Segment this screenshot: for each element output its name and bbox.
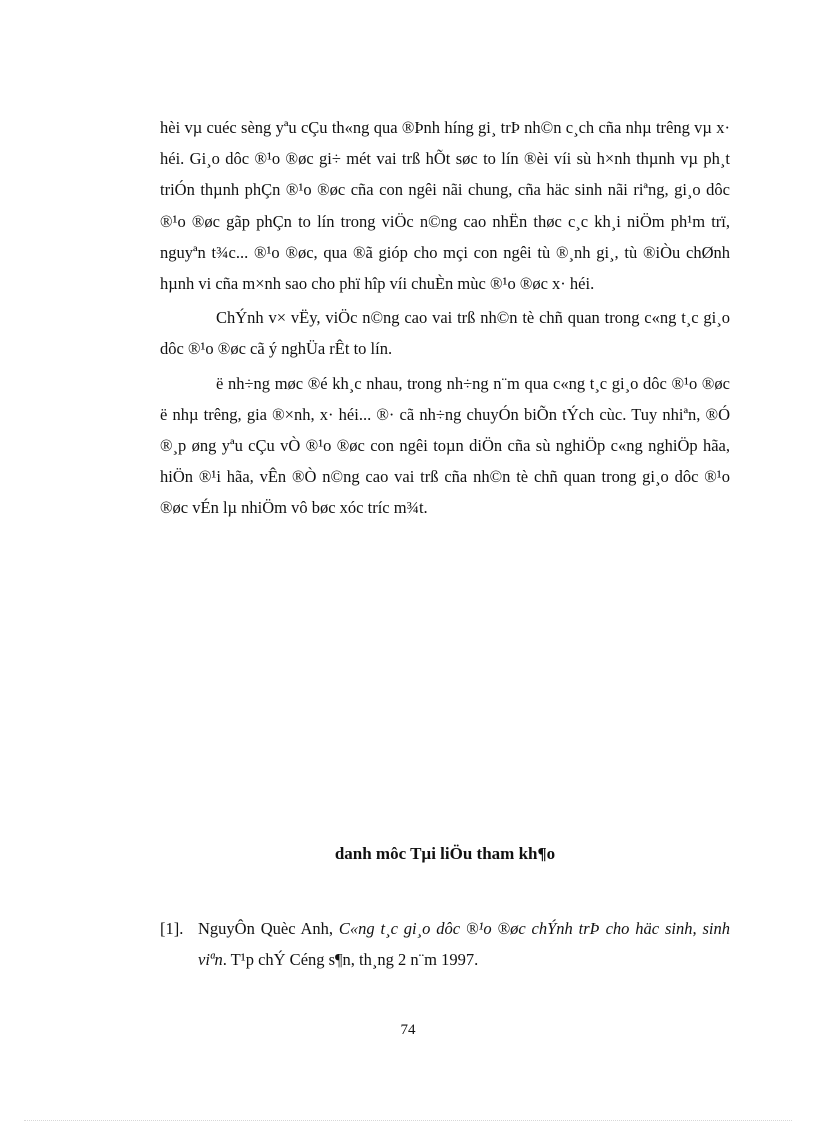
reference-item [160,913,730,975]
paragraph: ChÝnh v× vËy, viÖc n©ng cao vai trß nh©n tè chñ quan trong c«ng t¸c gi¸o dôc ®¹o ®øc cã ý nghÜa rÊt to lín. [160,308,730,359]
reference-source: . T¹p chÝ Céng s¶n, th¸ng 2 n¨m 1997. [222,950,479,969]
page-bottom-divider [24,1120,792,1121]
paragraph: hèi vµ cuéc sèng yªu cÇu th«ng qua ®Þnh híng gi¸ trÞ nh©n c¸ch cña nhµ trêng vµ x· héi. Gi¸o dôc ®¹o ®øc gi÷ mét vai trß hÕt søc to lín ®èi víi sù h×nh thµnh vµ ph¸t triÓn thµnh phÇn ®¹o ®øc cña con ngêi nãi chung, cña häc sinh nãi riªng, gi¸o dôc ®¹o ®øc gãp phÇn to lín trong viÖc n©ng cao nhËn thøc c¸c kh¸i niÖm ph¹m trï, nguyªn t¾c... ®¹o ®øc, qua ®ã gióp cho mçi con ngêi tù ®¸nh gi¸, tù ®iÒu chØnh hµnh vi cña m×nh sao cho phï hîp víi chuÈn mùc ®¹o ®øc x· héi. [160,118,730,294]
paragraph: ë nh÷ng møc ®é kh¸c nhau, trong nh÷ng n¨m qua c«ng t¸c gi¸o dôc ®¹o ®øc ë nhµ trêng, gia ®×nh, x· héi... ®· cã nh÷ng chuyÓn biÕn tÝch cùc. Tuy nhiªn, ®Ó ®¸p øng yªu cÇu vÒ ®¹o ®øc con ngêi toµn diÖn cña sù nghiÖp c«ng nghiÖp hãa, hiÖn ®¹i hãa, vÊn ®Ò n©ng cao vai trß cña nh©n tè chñ quan trong gi¸o dôc ®¹o ®øc vÉn lµ nhiÖm vô bøc xóc tríc m¾t. [160,373,730,518]
references-heading: danh môc Tµi liÖu tham kh¶o [334,844,556,863]
body-text [160,112,730,524]
reference-title: C«ng t¸c gi¸o dôc ®¹o ®øc chÝnh trÞ cho häc sinh, sinh viªn [198,919,731,969]
page-number: 74 [400,1022,416,1038]
reference-number: [1]. [160,919,184,938]
reference-body [198,913,730,975]
reference-author: NguyÔn Quèc Anh, [198,919,334,938]
